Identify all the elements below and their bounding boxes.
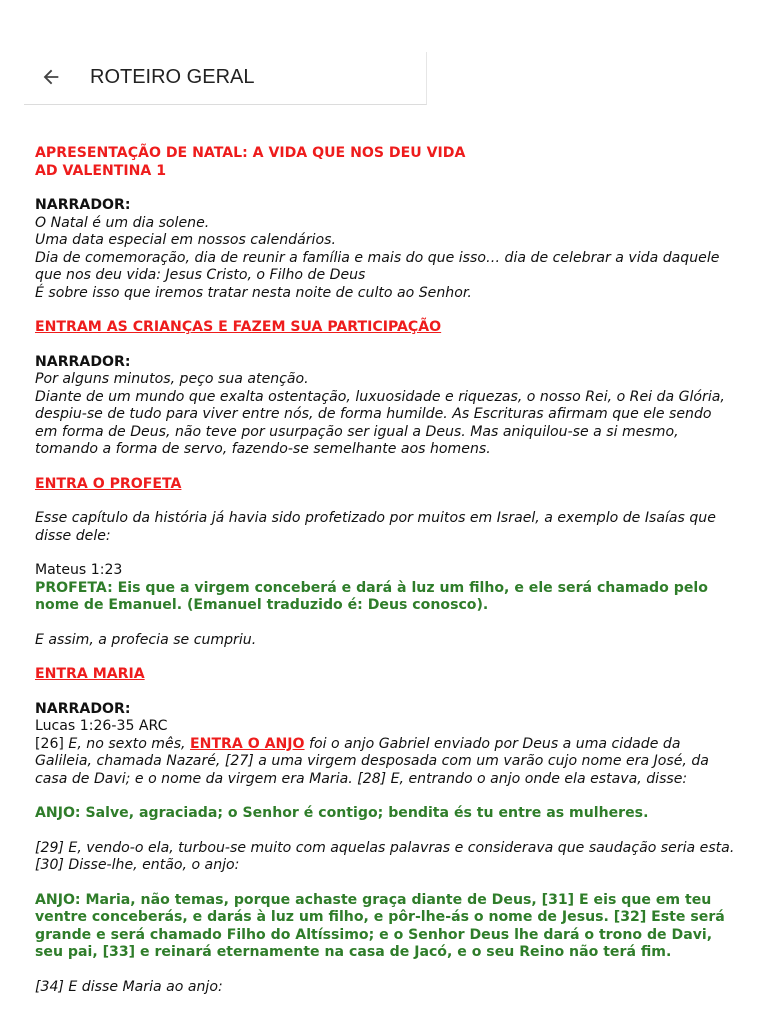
doc-title: APRESENTAÇÃO DE NATAL: A VIDA QUE NOS DEU VIDA: [35, 145, 466, 161]
speaker-label: NARRADOR:: [35, 197, 131, 213]
prophet-line: PROFETA: Eis que a virgem conceberá e dará à luz um filho, e ele será chamado pelo nome de Emanuel. (Emanuel traduzido é: Deus conosco).: [35, 579, 708, 613]
stage-cue: ENTRA O PROFETA: [35, 475, 182, 492]
scripture-reference: Lucas 1:26-35 ARC: [35, 718, 168, 734]
stage-cue: ENTRA MARIA: [35, 666, 145, 682]
narration-line: E assim, a profecia se cumpriu.: [35, 631, 257, 648]
app-header: [24, 52, 427, 105]
speaker-label: NARRADOR:: [35, 700, 131, 717]
narration-paragraph: Diante de um mundo que exalta ostentação, luxuosidade e riquezas, o nosso Rei, o Rei da Glória, despiu-se de tudo para viver entre nós, de forma humilde. As Escrituras afirmam que ele sendo em forma de Deus, não teve por usurpação ser igual a Deus. Mas aniquilou-se a si mesmo, tomando a forma de servo, fazendo-se semelhante aos homens.: [35, 388, 725, 457]
scripture-reference: Mateus 1:23: [35, 562, 123, 578]
document-body: [35, 145, 735, 996]
narration-line: Dia de comemoração, dia de reunir a família e mais do que isso… dia de celebrar a vida daquele que nos deu vida: Jesus Cristo, o Filho de Deus: [35, 249, 720, 283]
verse-text: foi o anjo Gabriel enviado por Deus a uma cidade da Galileia, chamada Nazaré, [27] a uma virgem desposada com um varão cujo nome era José, da casa de Davi; e o nome da virgem era Maria. [28] E, entrando o anjo onde ela estava, disse:: [35, 735, 709, 787]
narration-line: Uma data especial em nossos calendários.: [35, 232, 336, 248]
verse-paragraph: [29] E, vendo-o ela, turbou-se muito com aquelas palavras e considerava que saudação seria esta. [30] Disse-lhe, então, o anjo:: [35, 839, 735, 873]
narration-paragraph: Esse capítulo da história já havia sido profetizado por muitos em Israel, a exemplo de Isaías que disse dele:: [35, 510, 716, 544]
speaker-label: NARRADOR:: [35, 353, 131, 370]
stage-cue: ENTRAM AS CRIANÇAS E FAZEM SUA PARTICIPAÇÃO: [35, 319, 442, 335]
verse-paragraph: [34] E disse Maria ao anjo:: [35, 978, 223, 995]
narration-line: O Natal é um dia solene.: [35, 214, 210, 231]
angel-line: ANJO: Salve, agraciada; o Senhor é contigo; bendita és tu entre as mulheres.: [35, 805, 649, 821]
arrow-left-icon[interactable]: [40, 66, 62, 88]
doc-subtitle: AD VALENTINA 1: [35, 162, 167, 179]
verse-paragraph: [35, 736, 735, 789]
verse-number: [26]: [35, 735, 69, 752]
narration-line: Por alguns minutos, peço sua atenção.: [35, 371, 309, 387]
stage-cue-inline: ENTRA O ANJO: [190, 735, 305, 752]
page-title: ROTEIRO GERAL: [90, 66, 255, 88]
verse-text: E, no sexto mês,: [68, 735, 186, 752]
angel-line: ANJO: Maria, não temas, porque achaste graça diante de Deus, [31] E eis que em teu ventre conceberás, e darás à luz um filho, e pôr-lhe-ás o nome de Jesus. [32] Este será grande e será chamado Filho do Altíssimo; e o Senhor Deus lhe dará o trono de Davi, seu pai, [33] e reinará eternamente na casa de Jacó, e o seu Reino não terá fim.: [35, 891, 725, 960]
narration-line: É sobre isso que iremos tratar nesta noite de culto ao Senhor.: [35, 284, 472, 301]
